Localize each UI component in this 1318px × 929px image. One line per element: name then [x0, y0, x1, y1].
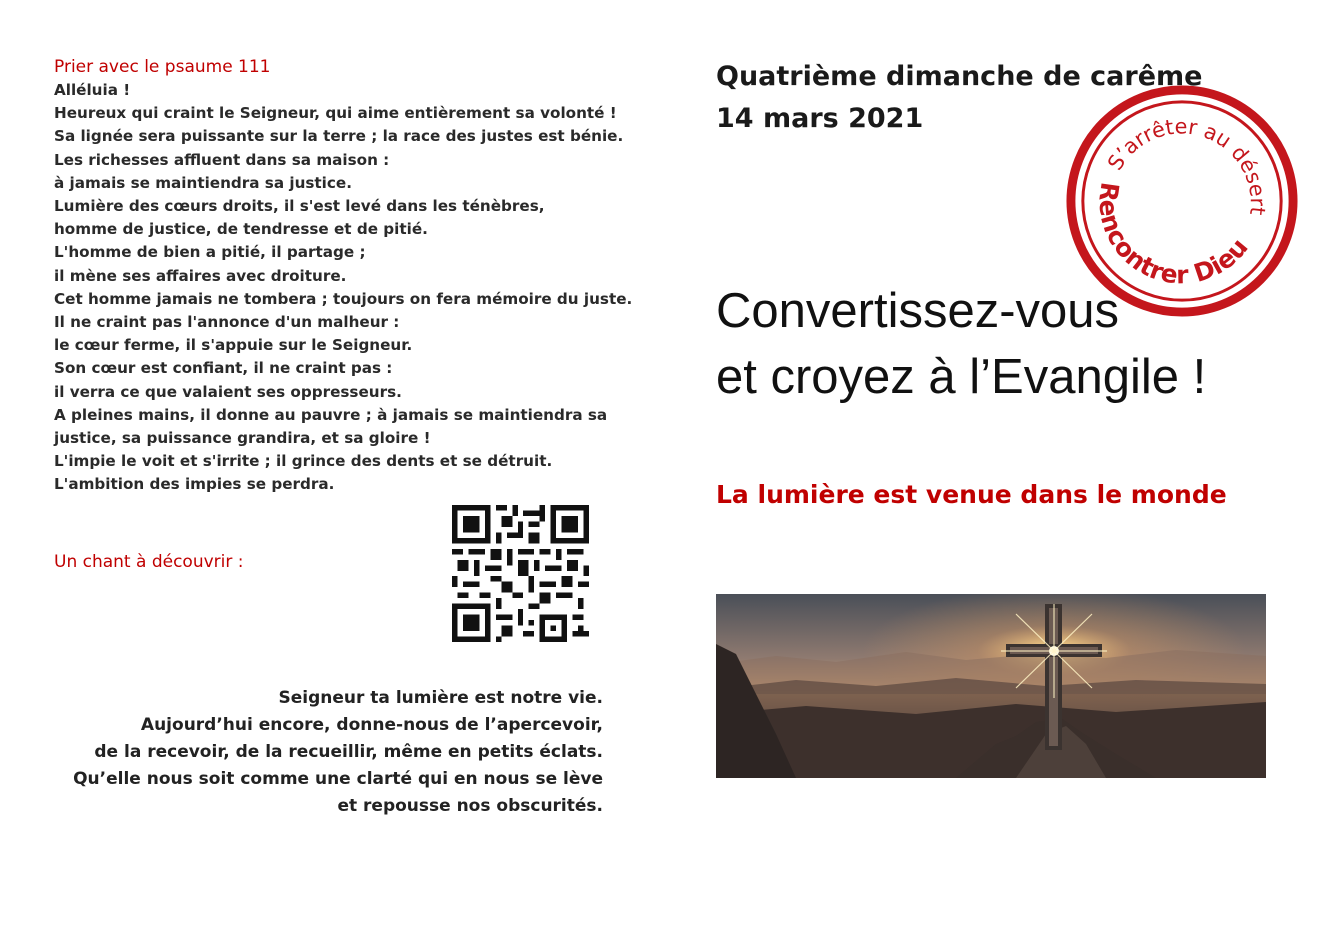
psalm-text	[54, 79, 633, 497]
prayer-line: de la recevoir, de la recueillir, même en petits éclats.	[94, 742, 603, 762]
psalm-line: Alléluia !	[54, 81, 131, 99]
psalm-line: A pleines mains, il donne au pauvre ; à jamais se maintiendra sa	[54, 405, 608, 424]
psalm-line: justice, sa puissance grandira, et sa gloire !	[54, 429, 431, 448]
psalm-line: à jamais se maintiendra sa justice.	[54, 173, 352, 192]
psalm-line: Heureux qui craint le Seigneur, qui aime entièrement sa volonté !	[54, 104, 617, 123]
title-occasion: Quatrième dimanche de carême	[716, 61, 1203, 92]
psalm-line: L'ambition des impies se perdra.	[54, 475, 335, 494]
svg-text:S’arrêter au désert: S’arrêter au désert	[1102, 114, 1270, 217]
svg-text:Rencontrer Dieu: Rencontrer Dieu	[1093, 180, 1254, 290]
prayer-line: Seigneur ta lumière est notre vie.	[278, 688, 603, 708]
psalm-line: L'impie le voit et s'irrite ; il grince des dents et se détruit.	[54, 452, 553, 471]
closing-prayer	[73, 685, 603, 820]
psalm-line: L'homme de bien a pitié, il partage ;	[54, 243, 366, 262]
psalm-line: Son cœur est confiant, il ne craint pas :	[54, 359, 393, 378]
subheading: La lumière est venue dans le monde	[716, 480, 1227, 509]
psalm-line: Lumière des cœurs droits, il s'est levé dans les ténèbres,	[54, 197, 545, 216]
psalm-line: Cet homme jamais ne tombera ; toujours on fera mémoire du juste.	[54, 289, 633, 308]
title-date: 14 mars 2021	[716, 103, 924, 134]
psalm-line: homme de justice, de tendresse et de pitié.	[54, 220, 428, 239]
psalm-line: il mène ses affaires avec droiture.	[54, 266, 347, 285]
psalm-title: Prier avec le psaume 111	[54, 57, 271, 77]
desert-stamp-logo	[1063, 82, 1301, 320]
prayer-line: Qu’elle nous soit comme une clarté qui en nous se lève	[73, 769, 603, 789]
psalm-line: Il ne craint pas l'annonce d'un malheur :	[54, 313, 400, 332]
chant-label: Un chant à découvrir :	[54, 552, 244, 572]
psalm-section	[54, 56, 633, 497]
heading-line: et croyez à l’Evangile !	[716, 350, 1207, 404]
psalm-line: le cœur ferme, il s'appuie sur le Seigneur.	[54, 336, 413, 355]
psalm-line: Les richesses affluent dans sa maison :	[54, 150, 390, 169]
qr-code[interactable]	[452, 505, 589, 642]
prayer-line: Aujourd’hui encore, donne-nous de l’apercevoir,	[140, 715, 603, 735]
psalm-line: il verra ce que valaient ses oppresseurs.	[54, 382, 402, 401]
heading-line: Convertissez-vous	[716, 284, 1120, 338]
psalm-line: Sa lignée sera puissante sur la terre ; la race des justes est bénie.	[54, 127, 624, 146]
prayer-line: et repousse nos obscurités.	[337, 796, 603, 816]
cross-sunrise-photo	[716, 594, 1266, 778]
